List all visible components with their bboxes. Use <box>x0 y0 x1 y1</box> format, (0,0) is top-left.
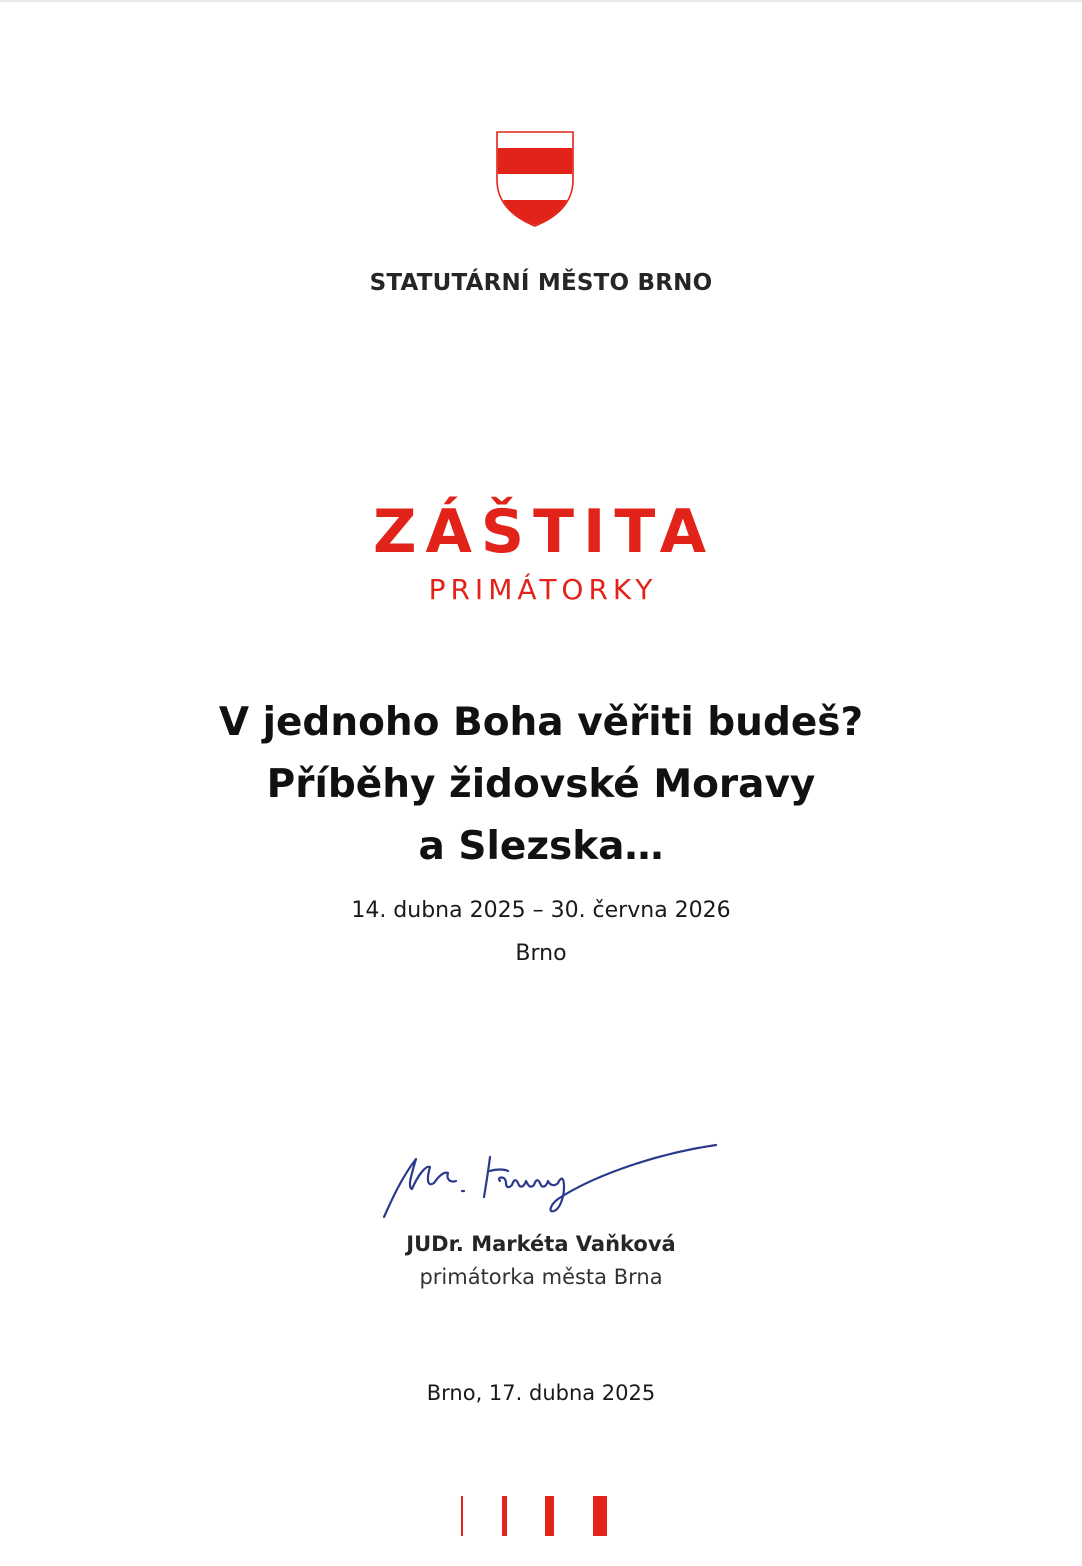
handwritten-signature <box>378 1135 720 1225</box>
patronage-title: ZÁŠTITA <box>372 497 716 567</box>
brno-coat-of-arms-icon <box>495 130 575 228</box>
patronage-subtitle: PRIMÁTORKY <box>428 573 658 606</box>
signer-role: primátorka města Brna <box>419 1265 663 1289</box>
event-place: Brno <box>515 941 567 966</box>
issuer-name: STATUTÁRNÍ MĚSTO BRNO <box>369 270 713 296</box>
event-dates: 14. dubna 2025 – 30. června 2026 <box>351 898 731 923</box>
top-divider <box>0 0 1082 2</box>
event-title <box>0 692 1082 878</box>
signer-name: JUDr. Markéta Vaňková <box>406 1232 676 1256</box>
event-title-line: a Slezska… <box>418 824 664 869</box>
event-title-line: V jednoho Boha věřiti budeš? <box>218 700 864 745</box>
event-title-line: Příběhy židovské Moravy <box>266 762 816 807</box>
brno-bars-logo-icon <box>455 1494 615 1538</box>
issue-date: Brno, 17. dubna 2025 <box>426 1381 656 1405</box>
